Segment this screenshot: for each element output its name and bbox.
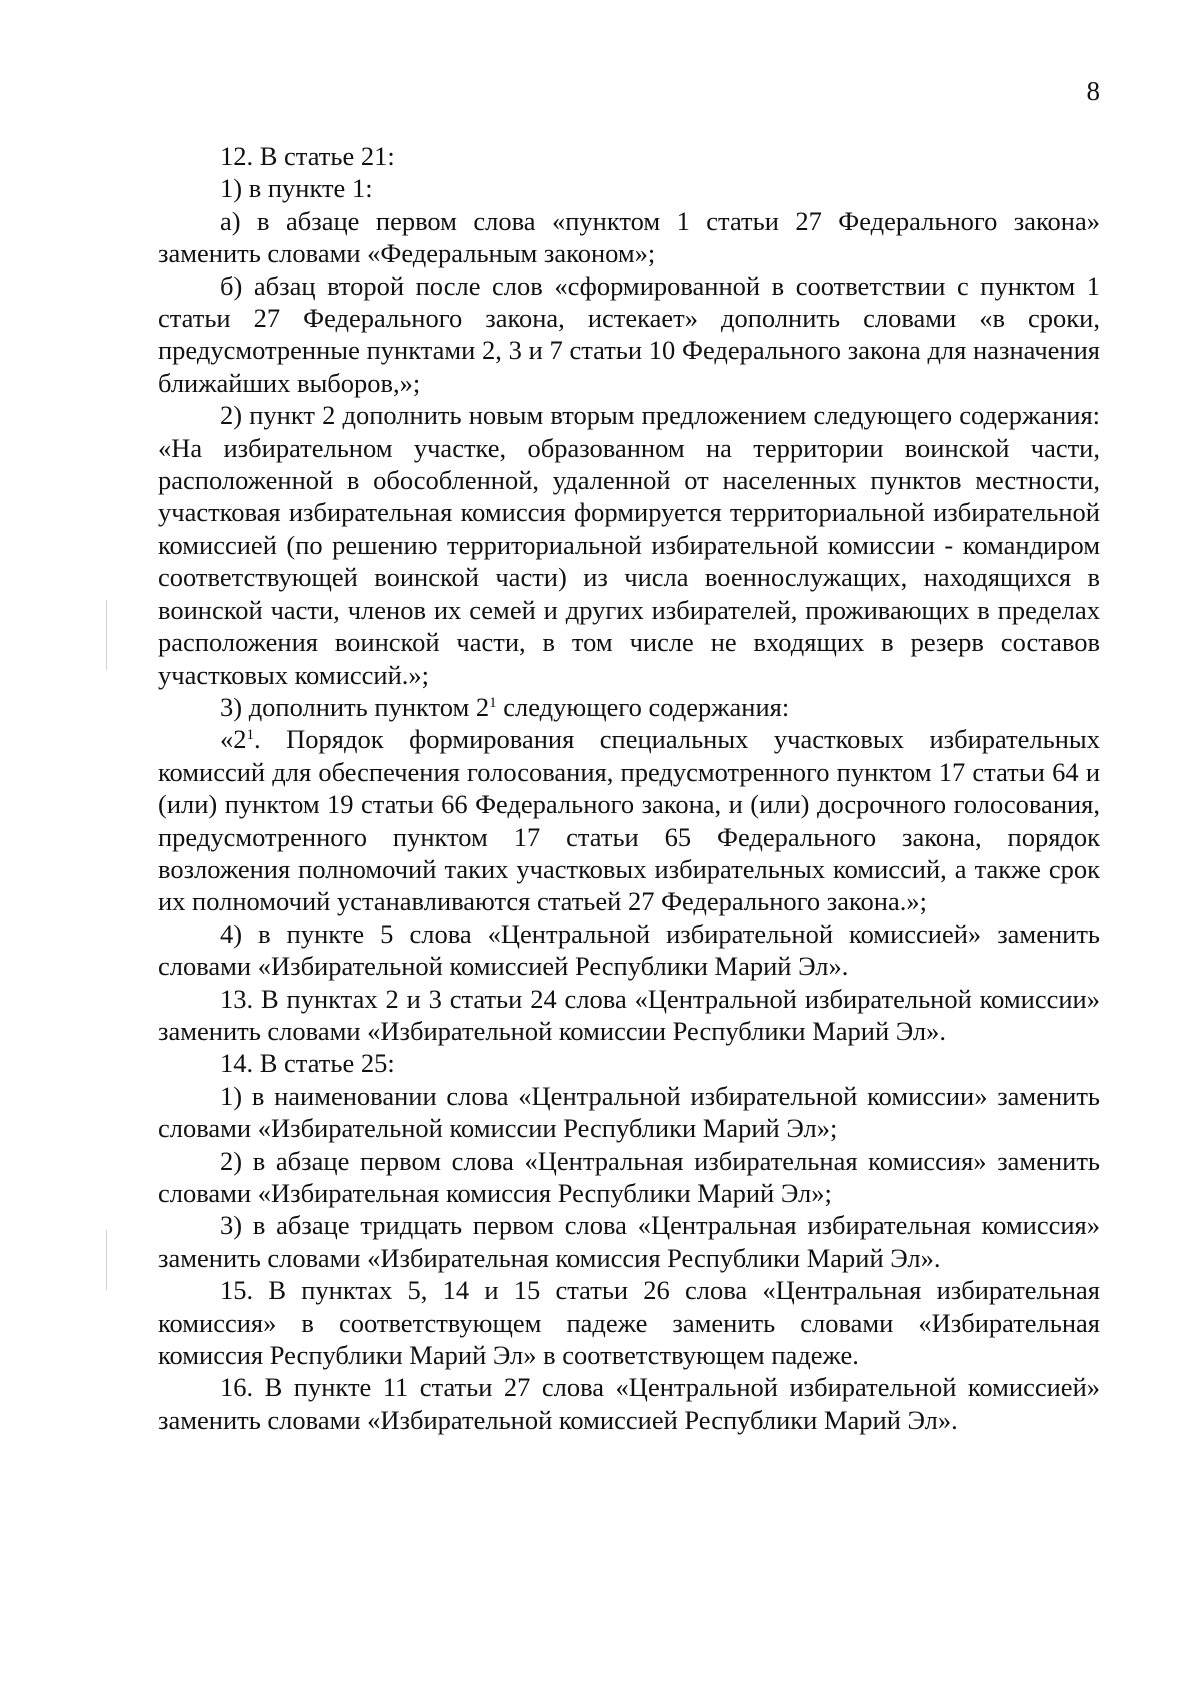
scan-edge-mark	[106, 600, 107, 670]
paragraph: 12. В статье 21:	[220, 141, 395, 171]
paragraph: 2) в абзаце первом слова «Центральная избирательная комиссия» заменить словами «Избирательная комиссия Республики Марий Эл»;	[158, 1145, 1100, 1208]
paragraph-text: «2	[220, 724, 247, 755]
paragraph	[158, 691, 1100, 723]
scan-edge-mark	[106, 1230, 107, 1290]
paragraph: а) в абзаце первом слова «пунктом 1 статьи 27 Федерального закона» заменить словами «Федеральным законом»;	[158, 205, 1100, 269]
paragraph-text: . Порядок формирования специальных участковых избирательных комиссий для обеспечения голосования, предусмотренного пунктом 17 статьи 64 и (или) пунктом 19 статьи 66 Федерального закона, и (или) досрочного голосования, предусмотренного пунктом 17 статьи 65 Федерального закона, порядок возложения полномочий таких участковых избирательных комиссий, а также срок их полномочий устанавливаются статьей 27 Федерального закона.»;	[158, 724, 1100, 917]
page-number: 8	[1086, 76, 1100, 106]
document-body	[158, 140, 1100, 1436]
paragraph: б) абзац второй после слов «сформированной в соответствии с пунктом 1 статьи 27 Федерального закона, истекает» дополнить словами «в сроки, предусмотренные пунктами 2, 3 и 7 статьи 10 Федерального закона для назначения ближайших выборов,»;	[158, 270, 1100, 398]
paragraph: 16. В пункте 11 статьи 27 слова «Центральной избирательной комиссией» заменить словами «Избирательной комиссией Республики Марий Эл».	[158, 1372, 1100, 1435]
paragraph: 2) пункт 2 дополнить новым вторым предложением следующего содержания: «На избирательном участке, образованном на территории воинской части, расположенной в обособленной, удаленной от населенных пунктов местности, участковая избирательная комиссия формируется территориальной избирательной комиссией (по решению территориальной избирательной комиссии - командиром соответствующей воинской части) из числа военнослужащих, находящихся в воинской части, членов их семей и других избирателей, проживающих в пределах расположения воинской части, в том числе не входящих в резерв составов участковых комиссий.»;	[158, 400, 1100, 690]
superscript-index: 1	[246, 727, 254, 744]
paragraph: 13. В пунктах 2 и 3 статьи 24 слова «Центральной избирательной комиссии» заменить словами «Избирательной комиссии Республики Марий Эл».	[158, 983, 1100, 1046]
paragraph: 1) в пункте 1:	[220, 173, 373, 204]
paragraph: 1) в наименовании слова «Центральной избирательной комиссии» заменить словами «Избирательной комиссии Республики Марий Эл»;	[158, 1080, 1100, 1144]
paragraph	[158, 723, 1100, 917]
paragraph: 3) в абзаце тридцать первом слова «Центральная избирательная комиссия» заменить словами «Избирательная комиссия Республики Марий Эл».	[158, 1210, 1100, 1273]
superscript-index: 1	[489, 694, 497, 711]
paragraph: 4) в пункте 5 слова «Центральной избирательной комиссией» заменить словами «Избирательной комиссией Республики Марий Эл».	[158, 918, 1100, 982]
paragraph-text: 3) дополнить пунктом 2	[220, 691, 490, 722]
paragraph-text: следующего содержания:	[496, 691, 790, 722]
paragraph: 15. В пунктах 5, 14 и 15 статьи 26 слова «Центральная избирательная комиссия» в соответствующем падеже заменить словами «Избирательная комиссия Республики Марий Эл» в соответствующем падеже.	[158, 1275, 1100, 1371]
paragraph: 14. В статье 25:	[220, 1048, 395, 1079]
